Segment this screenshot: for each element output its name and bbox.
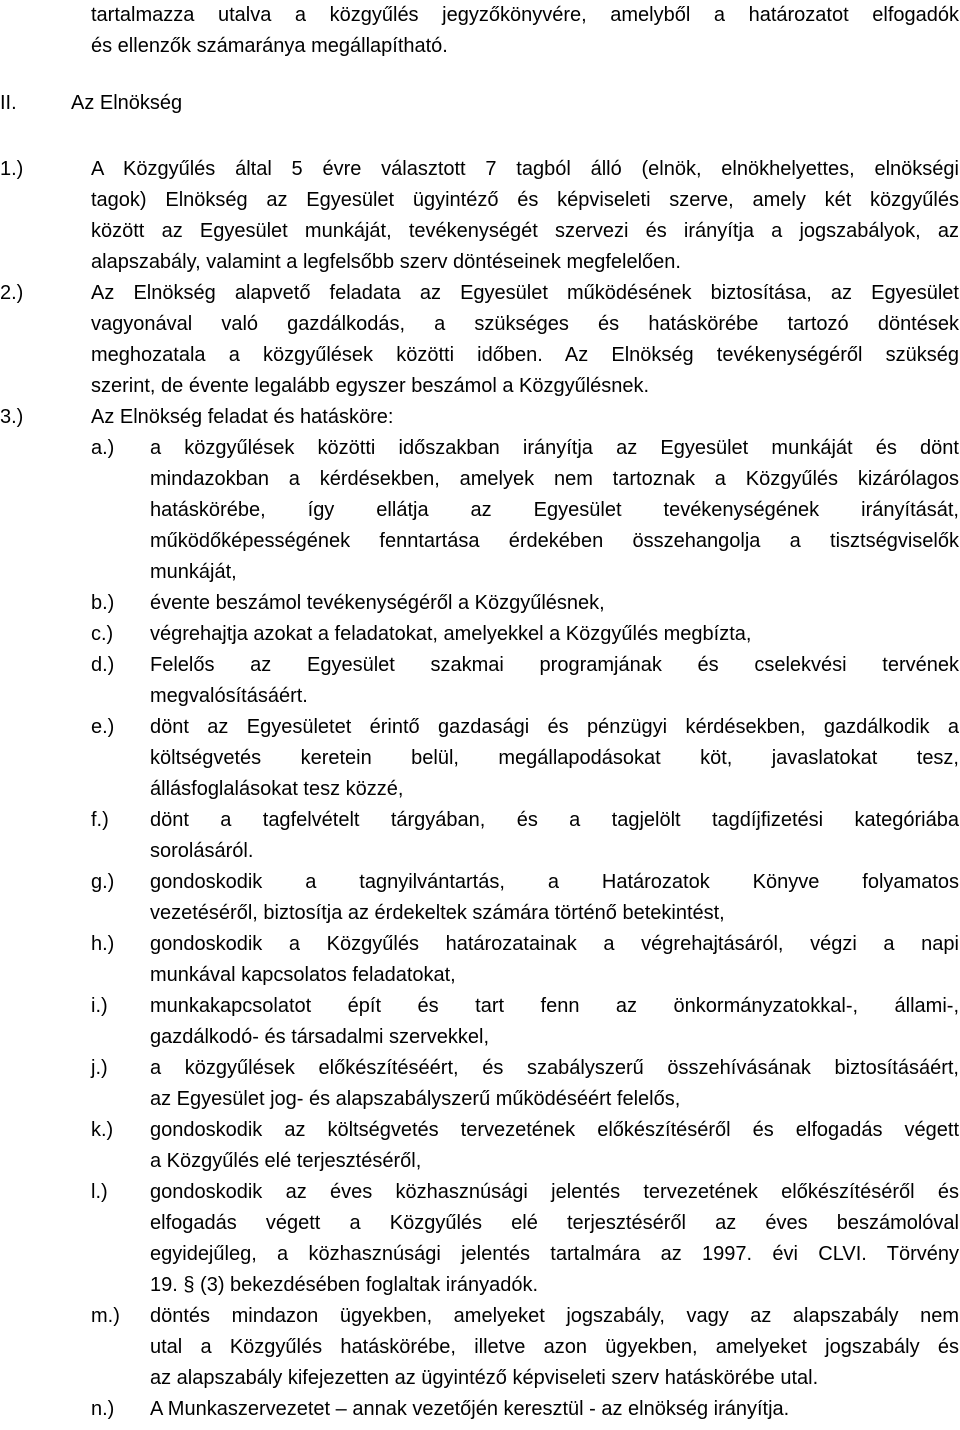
paragraph-2 (0, 278, 960, 402)
paragraph-3 (0, 402, 960, 433)
paragraph-number: 2.) (0, 282, 24, 304)
list-item-line: évente beszámol tevékenységéről a Közgyűlésnek, (150, 592, 605, 614)
section-number: II. (0, 92, 17, 114)
list-item-c (0, 619, 960, 650)
list-item-line: döntés mindazon ügyekben, amelyeket jogszabály, vagy az alapszabály nem (150, 1305, 959, 1327)
list-item-line: munkával kapcsolatos feladatokat, (150, 964, 456, 986)
paragraph-line: meghozatala a közgyűlések közötti időben. Az Elnökség tevékenységéről szükség (91, 344, 959, 366)
intro-text (91, 0, 959, 62)
list-item-line: állásfoglalásokat tesz közzé, (150, 778, 404, 800)
paragraph-line: tagok) Elnökség az Egyesület ügyintéző és képviseleti szerve, amely két közgyűlés (91, 189, 959, 211)
list-item-label: a.) (91, 437, 115, 459)
list-item-i (0, 991, 960, 1053)
paragraph-line: A Közgyűlés által 5 évre választott 7 tagból álló (elnök, elnökhelyettes, elnökségi (91, 158, 959, 180)
list-item-line: munkakapcsolatot épít és tart fenn az önkormányzatokkal-, állami-, (150, 995, 959, 1017)
list-item-line: hatáskörébe, így ellátja az Egyesület tevékenységének irányítását, (150, 499, 959, 521)
list-item-line: gondoskodik a Közgyűlés határozatainak a végrehajtásáról, végzi a napi (150, 933, 959, 955)
list-item-label: c.) (91, 623, 114, 645)
list-item-line: 19. § (3) bekezdésében foglaltak irányadók. (150, 1274, 539, 1296)
list-item-line: dönt a tagfelvételt tárgyában, és a tagjelölt tagdíjfizetési kategóriába (150, 809, 959, 831)
list-item-line: gazdálkodó- és társadalmi szervekkel, (150, 1026, 490, 1048)
list-item-n (0, 1394, 960, 1425)
list-item-line: vezetéséről, biztosítja az érdekeltek számára történő betekintést, (150, 902, 725, 924)
list-item-label: b.) (91, 592, 115, 614)
list-item-line: a közgyűlések közötti időszakban irányítja az Egyesület munkáját és dönt (150, 437, 959, 459)
paragraph-number: 1.) (0, 158, 24, 180)
list-item-label: i.) (91, 995, 108, 1017)
list-item-line: mindazokban a kérdésekben, amelyek nem tartoznak a Közgyűlés kizárólagos (150, 468, 959, 490)
list-item-label: f.) (91, 809, 109, 831)
list-item-line: végrehajtja azokat a feladatokat, amelyekkel a Közgyűlés megbízta, (150, 623, 752, 645)
paragraph-line: Az Elnökség alapvető feladata az Egyesület működésének biztosítása, az Egyesület (91, 282, 959, 304)
list-item-label: e.) (91, 716, 115, 738)
list-item-l (0, 1177, 960, 1301)
list-item-a (0, 433, 960, 588)
intro-line: és ellenzők számaránya megállapítható. (91, 35, 448, 57)
list-item-f (0, 805, 960, 867)
list-item-h (0, 929, 960, 991)
paragraph-number: 3.) (0, 406, 24, 428)
paragraph-line: szerint, de évente legalább egyszer beszámol a Közgyűlésnek. (91, 375, 650, 397)
intro-line: tartalmazza utalva a közgyűlés jegyzőkönyvére, amelyből a határozatot elfogadók (91, 4, 959, 26)
list-item-line: gondoskodik az költségvetés tervezetének előkészítéséről és elfogadás végett (150, 1119, 959, 1141)
list-item-line: elfogadás végett a Közgyűlés elé terjesztéséről az éves beszámolóval (150, 1212, 959, 1234)
list-item-label: l.) (91, 1181, 108, 1203)
list-item-d (0, 650, 960, 712)
list-item-line: utal a Közgyűlés hatáskörébe, illetve azon ügyekben, amelyeket jogszabály és (150, 1336, 959, 1358)
list-item-label: g.) (91, 871, 115, 893)
list-item-line: az alapszabály kifejezetten az ügyintéző képviseleti szerv hatáskörébe utal. (150, 1367, 819, 1389)
paragraph-line: alapszabály, valamint a legfelsőbb szerv döntéseinek megfelelően. (91, 251, 681, 273)
section-title: Az Elnökség (71, 92, 183, 114)
list-item-label: m.) (91, 1305, 120, 1327)
list-item-e (0, 712, 960, 805)
list-item-b (0, 588, 960, 619)
list-item-line: sorolásáról. (150, 840, 254, 862)
list-item-line: költségvetés keretein belül, megállapodásokat köt, javaslatokat tesz, (150, 747, 959, 769)
list-item-line: A Munkaszervezetet – annak vezetőjén keresztül - az elnökség irányítja. (150, 1398, 790, 1420)
paragraph-line: Az Elnökség feladat és hatásköre: (91, 406, 394, 428)
list-item-k (0, 1115, 960, 1177)
list-item-label: n.) (91, 1398, 115, 1420)
paragraph-line: vagyonával való gazdálkodás, a szükséges és hatáskörébe tartozó döntések (91, 313, 959, 335)
list-item-m (0, 1301, 960, 1394)
list-item-j (0, 1053, 960, 1115)
list-item-line: gondoskodik az éves közhasznúsági jelentés tervezetének előkészítéséről és (150, 1181, 959, 1203)
list-item-g (0, 867, 960, 929)
list-item-line: gondoskodik a tagnyilvántartás, a Határozatok Könyve folyamatos (150, 871, 959, 893)
list-item-line: működőképességének fenntartása érdekében összehangolja a tisztségviselők (150, 530, 959, 552)
list-item-line: az Egyesület jog- és alapszabályszerű működéséért felelős, (150, 1088, 681, 1110)
paragraph-line: között az Egyesület munkáját, tevékenységét szervezi és irányítja a jogszabályok, az (91, 220, 959, 242)
list-item-line: a Közgyűlés elé terjesztéséről, (150, 1150, 422, 1172)
list-item-label: d.) (91, 654, 115, 676)
list-item-label: j.) (91, 1057, 108, 1079)
list-item-label: h.) (91, 933, 115, 955)
list-item-line: munkáját, (150, 561, 237, 583)
list-item-line: megvalósításáért. (150, 685, 308, 707)
list-item-line: a közgyűlések előkészítéséért, és szabályszerű összehívásának biztosításáért, (150, 1057, 959, 1079)
list-item-line: dönt az Egyesületet érintő gazdasági és pénzügyi kérdésekben, gazdálkodik a (150, 716, 959, 738)
list-item-label: k.) (91, 1119, 114, 1141)
list-item-line: Felelős az Egyesület szakmai programjának és cselekvési tervének (150, 654, 959, 676)
paragraph-1 (0, 154, 960, 278)
list-item-line: egyidejűleg, a közhasznúsági jelentés tartalmára az 1997. évi CLVI. Törvény (150, 1243, 959, 1265)
section-heading (0, 92, 960, 123)
